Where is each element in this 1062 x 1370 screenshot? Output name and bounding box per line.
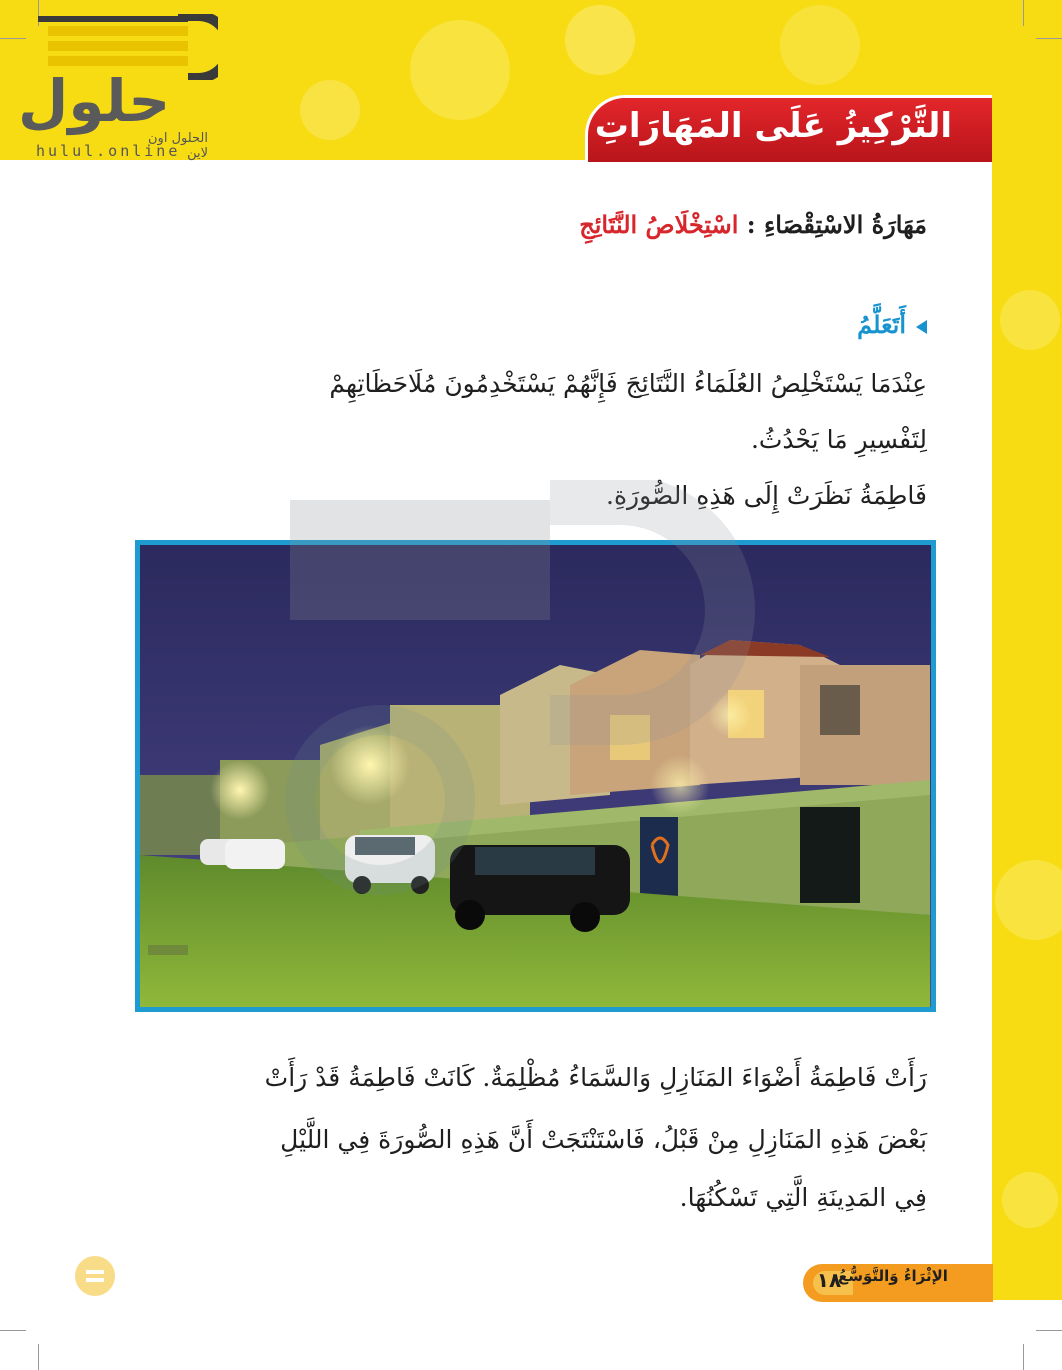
page-number: ١٨: [816, 1268, 842, 1292]
skill-heading: [579, 210, 927, 239]
section-title: التَّرْكِيزُ عَلَى المَهَارَاتِ: [594, 106, 952, 146]
logo-latin-text: hulul.online: [36, 142, 181, 160]
watermark-logo-icon: [260, 480, 760, 900]
learn-heading: [857, 310, 927, 339]
side-emblem-icon: [72, 1246, 118, 1306]
triangle-bullet-icon: [916, 320, 927, 334]
skill-prefix: مَهَارَةُ الاسْتِقْصَاءِ :: [746, 210, 927, 239]
conclusion-line-3: فِي المَدِينَةِ الَّتِي تَسْكُنُهَا.: [679, 1183, 927, 1212]
hulul-logo: [18, 8, 208, 161]
logo-subtitle: الحلول اون لاين: [148, 131, 208, 161]
footer-label: الإثْرَاءُ وَالتَّوَسُّعُ: [838, 1267, 948, 1285]
intro-line-1: عِنْدَمَا يَسْتَخْلِصُ العُلَمَاءُ النَّتَائِجَ فَإِنَّهُمْ يَسْتَخْدِمُونَ مُلَاحَظَاتِهِمْ: [329, 369, 927, 398]
section-title-banner: [585, 95, 992, 165]
skill-name: اسْتِخْلَاصُ النَّتَائِجِ: [579, 210, 739, 239]
fatima-look-line: فَاطِمَةُ نَظَرَتْ إِلَى هَذِهِ الصُّورَةِ.: [606, 481, 927, 510]
logo-arabic-text: حلول: [18, 67, 171, 135]
learn-heading-text: أَتَعَلَّمُ: [857, 310, 906, 339]
conclusion-line-1: رَأَتْ فَاطِمَةُ أَضْوَاءَ المَنَازِلِ وَالسَّمَاءُ مُظْلِمَةٌ. كَانَتْ فَاطِمَةُ قَدْ رَأَتْ: [264, 1063, 927, 1092]
intro-line-2: لِتَفْسِيرِ مَا يَحْدُثُ.: [750, 425, 927, 454]
conclusion-line-2: بَعْضَ هَذِهِ المَنَازِلِ مِنْ قَبْلُ، فَاسْتَنْتَجَتْ أَنَّ هَذِهِ الصُّورَةَ فِي اللَّيْلِ: [280, 1125, 927, 1154]
